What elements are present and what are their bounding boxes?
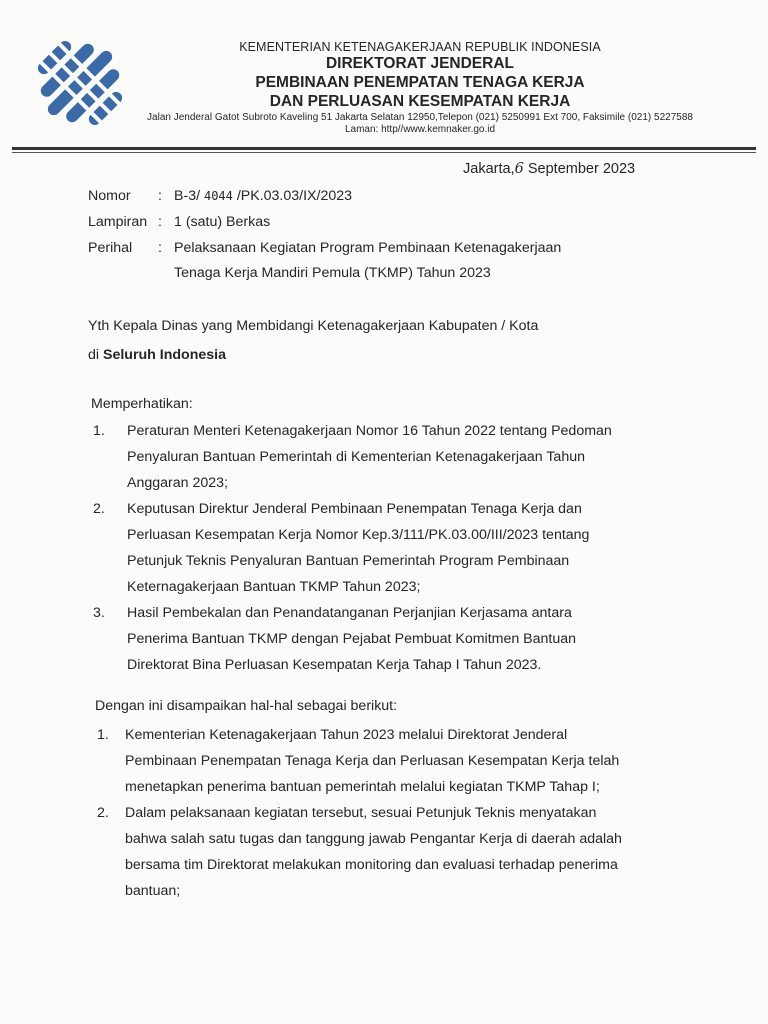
list-item-line: Hasil Pembekalan dan Penandatanganan Perjanjian Kerjasama antara xyxy=(127,605,572,621)
list-item-line: Kementerian Ketenagakerjaan Tahun 2023 melalui Direktorat Jenderal xyxy=(125,727,568,743)
letterhead-rule-thick xyxy=(12,147,756,150)
list-item-line: Keputusan Direktur Jenderal Pembinaan Penempatan Tenaga Kerja dan xyxy=(127,501,582,517)
list-item-line: bahwa salah satu tugas dan tanggung jawab Pengantar Kerja di daerah adalah xyxy=(125,831,622,847)
colon: : xyxy=(158,240,162,256)
list-item-line: menetapkan penerima bantuan pemerintah melalui kegiatan TKMP Tahap I; xyxy=(125,779,600,795)
list-item-line: Perluasan Kesempatan Kerja Nomor Kep.3/111/PK.03.00/III/2023 tentang xyxy=(127,527,590,543)
list-item xyxy=(93,600,673,678)
perihal-line-2: Tenaga Kerja Mandiri Pemula (TKMP) Tahun 2023 xyxy=(174,265,491,281)
date-day-handwritten: 6 xyxy=(514,161,524,177)
addressee-place: di Seluruh Indonesia xyxy=(88,347,226,363)
list-item-line: Dalam pelaksanaan kegiatan tersebut, sesuai Petunjuk Teknis menyatakan xyxy=(125,805,597,821)
division-line-1: PEMBINAAN PENEMPATAN TENAGA KERJA xyxy=(255,74,585,91)
kemnaker-logo-icon xyxy=(30,38,130,128)
list-item-line: bersama tim Direktorat melakukan monitoring dan evaluasi terhadap penerima xyxy=(125,857,618,873)
office-website: Laman: http//www.kemnaker.go.id xyxy=(344,124,496,135)
lampiran-label: Lampiran xyxy=(88,214,148,230)
list-item-line: Penyaluran Bantuan Pemerintah di Kementerian Ketenagakerjaan Tahun xyxy=(127,449,585,465)
list-item-line: Petunjuk Teknis Penyaluran Bantuan Pemerintah Program Pembinaan xyxy=(127,553,570,569)
office-address: Jalan Jenderal Gatot Subroto Kaveling 51 Jakarta Selatan 12950,Telepon (021) 5250991 Ext 700, Faksimile (021) 5227588 xyxy=(147,112,693,123)
list-item-number: 1. xyxy=(97,727,109,743)
division-line-2: DAN PERLUASAN KESEMPATAN KERJA xyxy=(269,93,571,110)
colon: : xyxy=(158,214,162,230)
considering-list xyxy=(93,418,673,678)
colon: : xyxy=(158,188,162,204)
points-heading: Dengan ini disampaikan hal-hal sebagai berikut: xyxy=(95,698,398,714)
list-item-line: Direktorat Bina Perluasan Kesempatan Kerja Tahap I Tahun 2023. xyxy=(127,657,542,673)
list-item xyxy=(93,496,673,600)
nomor-value: B-3/ 4044 /PK.03.03/IX/2023 xyxy=(174,188,353,204)
list-item-line: Keternagakerjaan Bantuan TKMP Tahun 2023; xyxy=(127,579,421,595)
considering-heading: Memperhatikan: xyxy=(91,396,193,412)
list-item xyxy=(97,800,675,904)
perihal-label: Perihal xyxy=(88,240,133,256)
letter-date xyxy=(463,161,635,177)
list-item-number: 3. xyxy=(93,605,105,621)
letterhead xyxy=(140,40,700,136)
ministry-name: KEMENTERIAN KETENAGAKERJAAN REPUBLIK INDONESIA xyxy=(239,40,601,54)
points-list xyxy=(97,722,675,904)
addressee xyxy=(88,312,538,370)
list-item-line: bantuan; xyxy=(125,883,181,899)
date-city: Jakarta, xyxy=(463,161,515,177)
list-item xyxy=(97,722,675,800)
list-item-line: Anggaran 2023; xyxy=(127,475,228,491)
list-item xyxy=(93,418,673,496)
addressee-line: Yth Kepala Dinas yang Membidangi Ketenagakerjaan Kabupaten / Kota xyxy=(88,318,539,334)
lampiran-value: 1 (satu) Berkas xyxy=(174,214,271,230)
nomor-handwritten: 4044 xyxy=(203,189,233,203)
date-month-year: September 2023 xyxy=(527,161,636,177)
letterhead-rule-thin xyxy=(12,152,756,153)
list-item-line: Penerima Bantuan TKMP dengan Pejabat Pembuat Komitmen Bantuan xyxy=(127,631,577,647)
list-item-line: Peraturan Menteri Ketenagakerjaan Nomor 16 Tahun 2022 tentang Pedoman xyxy=(127,423,612,439)
perihal-line-1: Pelaksanaan Kegiatan Program Pembinaan Ketenagakerjaan xyxy=(174,240,562,256)
list-item-line: Pembinaan Penempatan Tenaga Kerja dan Perluasan Kesempatan Kerja telah xyxy=(125,753,620,769)
directorate-name: DIREKTORAT JENDERAL xyxy=(325,55,515,72)
nomor-label: Nomor xyxy=(88,188,131,204)
list-item-number: 1. xyxy=(93,423,105,439)
list-item-number: 2. xyxy=(93,501,105,517)
list-item-number: 2. xyxy=(97,805,109,821)
